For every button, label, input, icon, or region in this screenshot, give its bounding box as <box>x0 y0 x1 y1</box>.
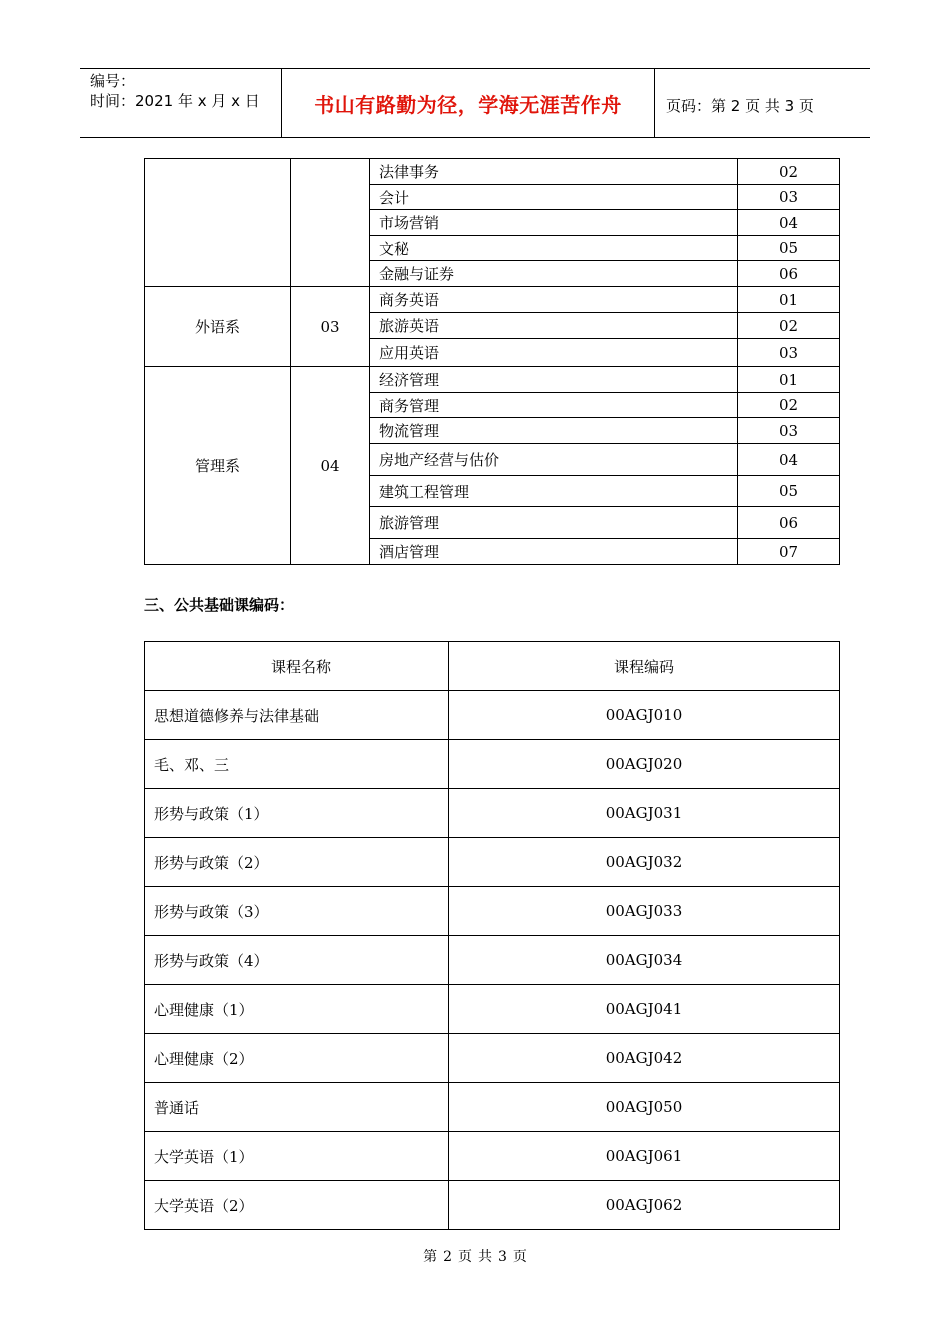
course-code: 00AGJ042 <box>449 1034 840 1083</box>
course-code: 00AGJ010 <box>449 691 840 740</box>
header-course-name: 课程名称 <box>145 642 449 691</box>
major-name: 旅游管理 <box>370 507 738 539</box>
major-code: 04 <box>738 210 840 236</box>
date-label: 时间：2021 年 x 月 x 日 <box>90 92 260 110</box>
major-code: 07 <box>738 539 840 565</box>
department-code: 03 <box>291 287 370 367</box>
major-code: 05 <box>738 476 840 507</box>
page-footer <box>0 1246 950 1266</box>
course-row <box>145 887 840 936</box>
major-name: 酒店管理 <box>370 539 738 565</box>
course-code: 00AGJ062 <box>449 1181 840 1230</box>
department-name: 管理系 <box>145 367 291 565</box>
department-name <box>145 159 291 287</box>
course-row <box>145 740 840 789</box>
course-row <box>145 1034 840 1083</box>
footer-part: 页 <box>512 1249 527 1265</box>
major-name: 商务管理 <box>370 393 738 418</box>
course-row <box>145 936 840 985</box>
major-row <box>145 287 840 313</box>
department-name: 外语系 <box>145 287 291 367</box>
course-name: 普通话 <box>145 1083 449 1132</box>
header-course-code: 课程编码 <box>449 642 840 691</box>
number-label: 编号： <box>90 72 136 90</box>
course-code: 00AGJ061 <box>449 1132 840 1181</box>
major-name: 商务英语 <box>370 287 738 313</box>
course-code: 00AGJ031 <box>449 789 840 838</box>
major-name: 法律事务 <box>370 159 738 185</box>
major-code: 06 <box>738 507 840 539</box>
footer-part: 2 <box>443 1249 452 1265</box>
major-name: 建筑工程管理 <box>370 476 738 507</box>
department-code <box>291 159 370 287</box>
major-code: 05 <box>738 236 840 261</box>
major-code: 03 <box>738 339 840 367</box>
motto-text: 书山有路勤为径，学海无涯苦作舟 <box>314 92 622 117</box>
major-name: 金融与证券 <box>370 261 738 287</box>
major-code: 04 <box>738 444 840 476</box>
major-code: 06 <box>738 261 840 287</box>
major-row <box>145 367 840 393</box>
page-header <box>80 68 870 138</box>
major-code: 02 <box>738 393 840 418</box>
courses-header-row <box>145 642 840 691</box>
course-name: 形势与政策（3） <box>145 887 449 936</box>
course-name: 心理健康（2） <box>145 1034 449 1083</box>
page-label: 页码：第 2 页 共 3 页 <box>666 97 814 115</box>
course-row <box>145 985 840 1034</box>
major-name: 市场营销 <box>370 210 738 236</box>
course-row <box>145 1181 840 1230</box>
department-code: 04 <box>291 367 370 565</box>
header-motto <box>282 69 655 137</box>
course-row <box>145 1083 840 1132</box>
course-code: 00AGJ033 <box>449 887 840 936</box>
footer-part: 共 <box>478 1249 492 1265</box>
major-code: 03 <box>738 418 840 444</box>
footer-part: 第 <box>423 1249 438 1265</box>
major-name: 物流管理 <box>370 418 738 444</box>
course-row <box>145 691 840 740</box>
course-name: 形势与政策（4） <box>145 936 449 985</box>
major-name: 文秘 <box>370 236 738 261</box>
courses-table-body <box>145 642 840 1230</box>
major-name: 会计 <box>370 185 738 210</box>
footer-part: 3 <box>498 1249 507 1265</box>
course-name: 大学英语（1） <box>145 1132 449 1181</box>
majors-table <box>144 158 840 565</box>
course-code: 00AGJ050 <box>449 1083 840 1132</box>
major-name: 旅游英语 <box>370 313 738 339</box>
courses-table <box>144 641 840 1230</box>
course-row <box>145 838 840 887</box>
header-meta <box>80 69 282 137</box>
majors-table-body <box>145 159 840 565</box>
major-code: 02 <box>738 159 840 185</box>
major-code: 02 <box>738 313 840 339</box>
course-code: 00AGJ020 <box>449 740 840 789</box>
course-name: 心理健康（1） <box>145 985 449 1034</box>
course-row <box>145 789 840 838</box>
course-name: 大学英语（2） <box>145 1181 449 1230</box>
course-name: 形势与政策（2） <box>145 838 449 887</box>
course-name: 思想道德修养与法律基础 <box>145 691 449 740</box>
major-code: 03 <box>738 185 840 210</box>
major-code: 01 <box>738 287 840 313</box>
course-code: 00AGJ034 <box>449 936 840 985</box>
course-code: 00AGJ041 <box>449 985 840 1034</box>
course-name: 形势与政策（1） <box>145 789 449 838</box>
section-title: 三、公共基础课编码： <box>144 596 295 614</box>
major-name: 房地产经营与估价 <box>370 444 738 476</box>
footer-part: 页 <box>458 1249 472 1265</box>
course-name: 毛、邓、三 <box>145 740 449 789</box>
course-code: 00AGJ032 <box>449 838 840 887</box>
major-name: 经济管理 <box>370 367 738 393</box>
major-name: 应用英语 <box>370 339 738 367</box>
major-row <box>145 159 840 185</box>
major-code: 01 <box>738 367 840 393</box>
course-row <box>145 1132 840 1181</box>
